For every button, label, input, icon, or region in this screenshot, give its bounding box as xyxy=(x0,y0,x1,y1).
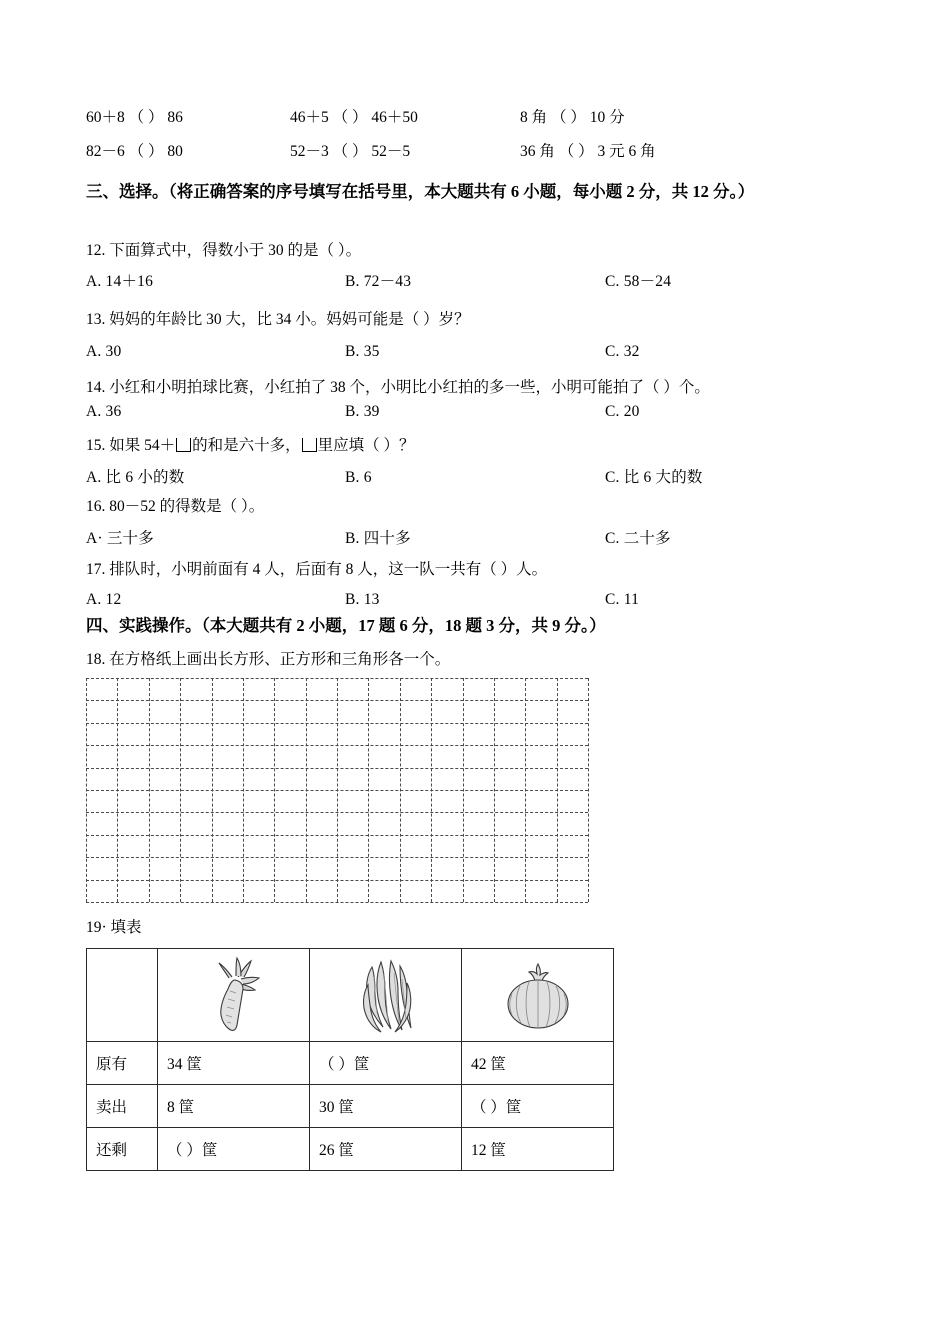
question-14 xyxy=(86,378,710,398)
table-cell[interactable]: （ ）筐 xyxy=(158,1128,310,1171)
question-15 xyxy=(86,436,415,456)
compare-blank[interactable]: （ ） xyxy=(128,143,164,160)
grid-horizontal-line xyxy=(86,723,588,724)
compare-blank[interactable]: （ ） xyxy=(332,143,368,160)
question-stem-part-2: 的和是六十多， xyxy=(192,437,301,454)
question-number: 13. xyxy=(86,311,106,328)
grid-horizontal-line xyxy=(86,745,588,746)
compare-blank[interactable]: （ ） xyxy=(558,143,594,160)
compare-left: 52－3 xyxy=(290,143,329,160)
option-a[interactable]: A. 12 xyxy=(86,591,122,608)
question-number: 18. xyxy=(86,651,106,668)
table-cell[interactable]: 26 筐 xyxy=(310,1128,462,1171)
table-row xyxy=(87,1128,614,1171)
row-label-remaining: 还剩 xyxy=(87,1128,158,1171)
question-17 xyxy=(86,560,547,580)
option-b[interactable]: B. 39 xyxy=(345,403,380,420)
option-b[interactable]: B. 6 xyxy=(345,469,372,486)
question-12 xyxy=(86,241,361,261)
question-number: 17. xyxy=(86,561,106,578)
option-c[interactable]: C. 比 6 大的数 xyxy=(605,469,703,486)
question-stem-part-3: 里应填（ ）？ xyxy=(317,437,415,454)
question-16 xyxy=(86,497,264,517)
question-stem: 小红和小明拍球比赛，小红拍了 38 个，小明比小红拍的多一些，小明可能拍了（ ）个。 xyxy=(109,379,710,396)
compare-blank[interactable]: （ ） xyxy=(551,109,586,126)
compare-item xyxy=(520,108,625,128)
compare-left: 36 角 xyxy=(520,143,555,160)
question-19-caption: 19· 填表 xyxy=(86,919,142,936)
row-label-original: 原有 xyxy=(87,1042,158,1085)
leafy-greens-illustration xyxy=(350,955,422,1035)
table-cell-image-carrot xyxy=(158,949,310,1042)
question-number: 12. xyxy=(86,242,106,259)
compare-item xyxy=(86,142,183,162)
option-c[interactable]: C. 20 xyxy=(605,403,640,420)
table-cell[interactable]: （ ）筐 xyxy=(462,1085,614,1128)
compare-blank[interactable]: （ ） xyxy=(128,109,164,126)
grid-horizontal-line xyxy=(86,768,588,769)
carrot-illustration xyxy=(195,955,273,1035)
question-18 xyxy=(86,650,450,670)
vegetable-table xyxy=(86,948,614,1171)
grid-horizontal-line xyxy=(86,857,588,858)
question-13 xyxy=(86,310,470,330)
question-stem: 在方格纸上画出长方形、正方形和三角形各一个。 xyxy=(109,651,451,668)
question-stem: 下面算式中，得数小于 30 的是（ ）。 xyxy=(109,242,362,259)
compare-item xyxy=(86,108,183,128)
compare-right: 3 元 6 角 xyxy=(597,143,656,160)
question-stem-part-1: 如果 54＋ xyxy=(109,437,176,454)
table-row xyxy=(87,1042,614,1085)
compare-right: 52－5 xyxy=(371,143,411,160)
question-stem: 排队时，小明前面有 4 人，后面有 8 人，这一队一共有（ ）人。 xyxy=(109,561,548,578)
table-corner-cell xyxy=(87,949,158,1042)
grid-horizontal-line xyxy=(86,880,588,881)
grid-paper[interactable] xyxy=(86,678,588,902)
empty-box-icon[interactable] xyxy=(302,438,317,452)
compare-right: 46＋50 xyxy=(371,109,418,126)
row-label-sold: 卖出 xyxy=(87,1085,158,1128)
grid-horizontal-line xyxy=(86,902,588,903)
table-cell[interactable]: 34 筐 xyxy=(158,1042,310,1085)
compare-item xyxy=(290,108,418,128)
option-b[interactable]: B. 13 xyxy=(345,591,380,608)
grid-horizontal-line xyxy=(86,835,588,836)
compare-left: 46＋5 xyxy=(290,109,329,126)
grid-horizontal-line xyxy=(86,700,588,701)
table-cell-image-pumpkin xyxy=(462,949,614,1042)
option-c[interactable]: C. 32 xyxy=(605,343,640,360)
table-cell[interactable]: 8 筐 xyxy=(158,1085,310,1128)
option-b[interactable]: B. 72－43 xyxy=(345,273,412,290)
table-cell[interactable]: 30 筐 xyxy=(310,1085,462,1128)
option-b[interactable]: B. 四十多 xyxy=(345,530,411,547)
grid-horizontal-line xyxy=(86,812,588,813)
option-c[interactable]: C. 二十多 xyxy=(605,530,671,547)
grid-horizontal-line xyxy=(86,790,588,791)
table-cell[interactable]: 42 筐 xyxy=(462,1042,614,1085)
option-a[interactable]: A. 14＋16 xyxy=(86,273,154,290)
option-a[interactable]: A. 36 xyxy=(86,403,122,420)
compare-left: 8 角 xyxy=(520,109,548,126)
empty-box-icon[interactable] xyxy=(176,438,191,452)
compare-right: 10 分 xyxy=(589,109,625,126)
grid-vertical-line xyxy=(588,678,589,902)
table-cell[interactable]: （ ）筐 xyxy=(310,1042,462,1085)
grid-horizontal-line xyxy=(86,678,588,679)
compare-left: 82－6 xyxy=(86,143,125,160)
option-c[interactable]: C. 58－24 xyxy=(605,273,672,290)
question-number: 16. xyxy=(86,498,106,515)
section-heading-4: 四、实践操作。（本大题共有 2 小题，17 题 6 分，18 题 3 分，共 9 分。） xyxy=(86,616,606,635)
compare-item xyxy=(520,142,656,162)
compare-right: 86 xyxy=(167,109,183,126)
option-a[interactable]: A. 比 6 小的数 xyxy=(86,469,185,486)
compare-blank[interactable]: （ ） xyxy=(332,109,368,126)
table-cell-image-greens xyxy=(310,949,462,1042)
compare-left: 60＋8 xyxy=(86,109,125,126)
section-heading-3: 三、选择。（将正确答案的序号填写在括号里，本大题共有 6 小题，每小题 2 分，共 12 分。） xyxy=(86,182,755,201)
option-b[interactable]: B. 35 xyxy=(345,343,380,360)
option-a[interactable]: A· 三十多 xyxy=(86,530,154,547)
table-cell[interactable]: 12 筐 xyxy=(462,1128,614,1171)
option-c[interactable]: C. 11 xyxy=(605,591,640,608)
question-number: 14. xyxy=(86,379,106,396)
compare-right: 80 xyxy=(167,143,183,160)
table-row xyxy=(87,1085,614,1128)
question-stem: 80－52 的得数是（ ）。 xyxy=(109,498,265,515)
option-a[interactable]: A. 30 xyxy=(86,343,122,360)
compare-item xyxy=(290,142,410,162)
question-stem: 妈妈的年龄比 30 大，比 34 小。妈妈可能是（ ）岁？ xyxy=(109,311,470,328)
question-number: 15. xyxy=(86,437,106,454)
pumpkin-illustration xyxy=(499,958,577,1032)
table-row-images xyxy=(87,949,614,1042)
